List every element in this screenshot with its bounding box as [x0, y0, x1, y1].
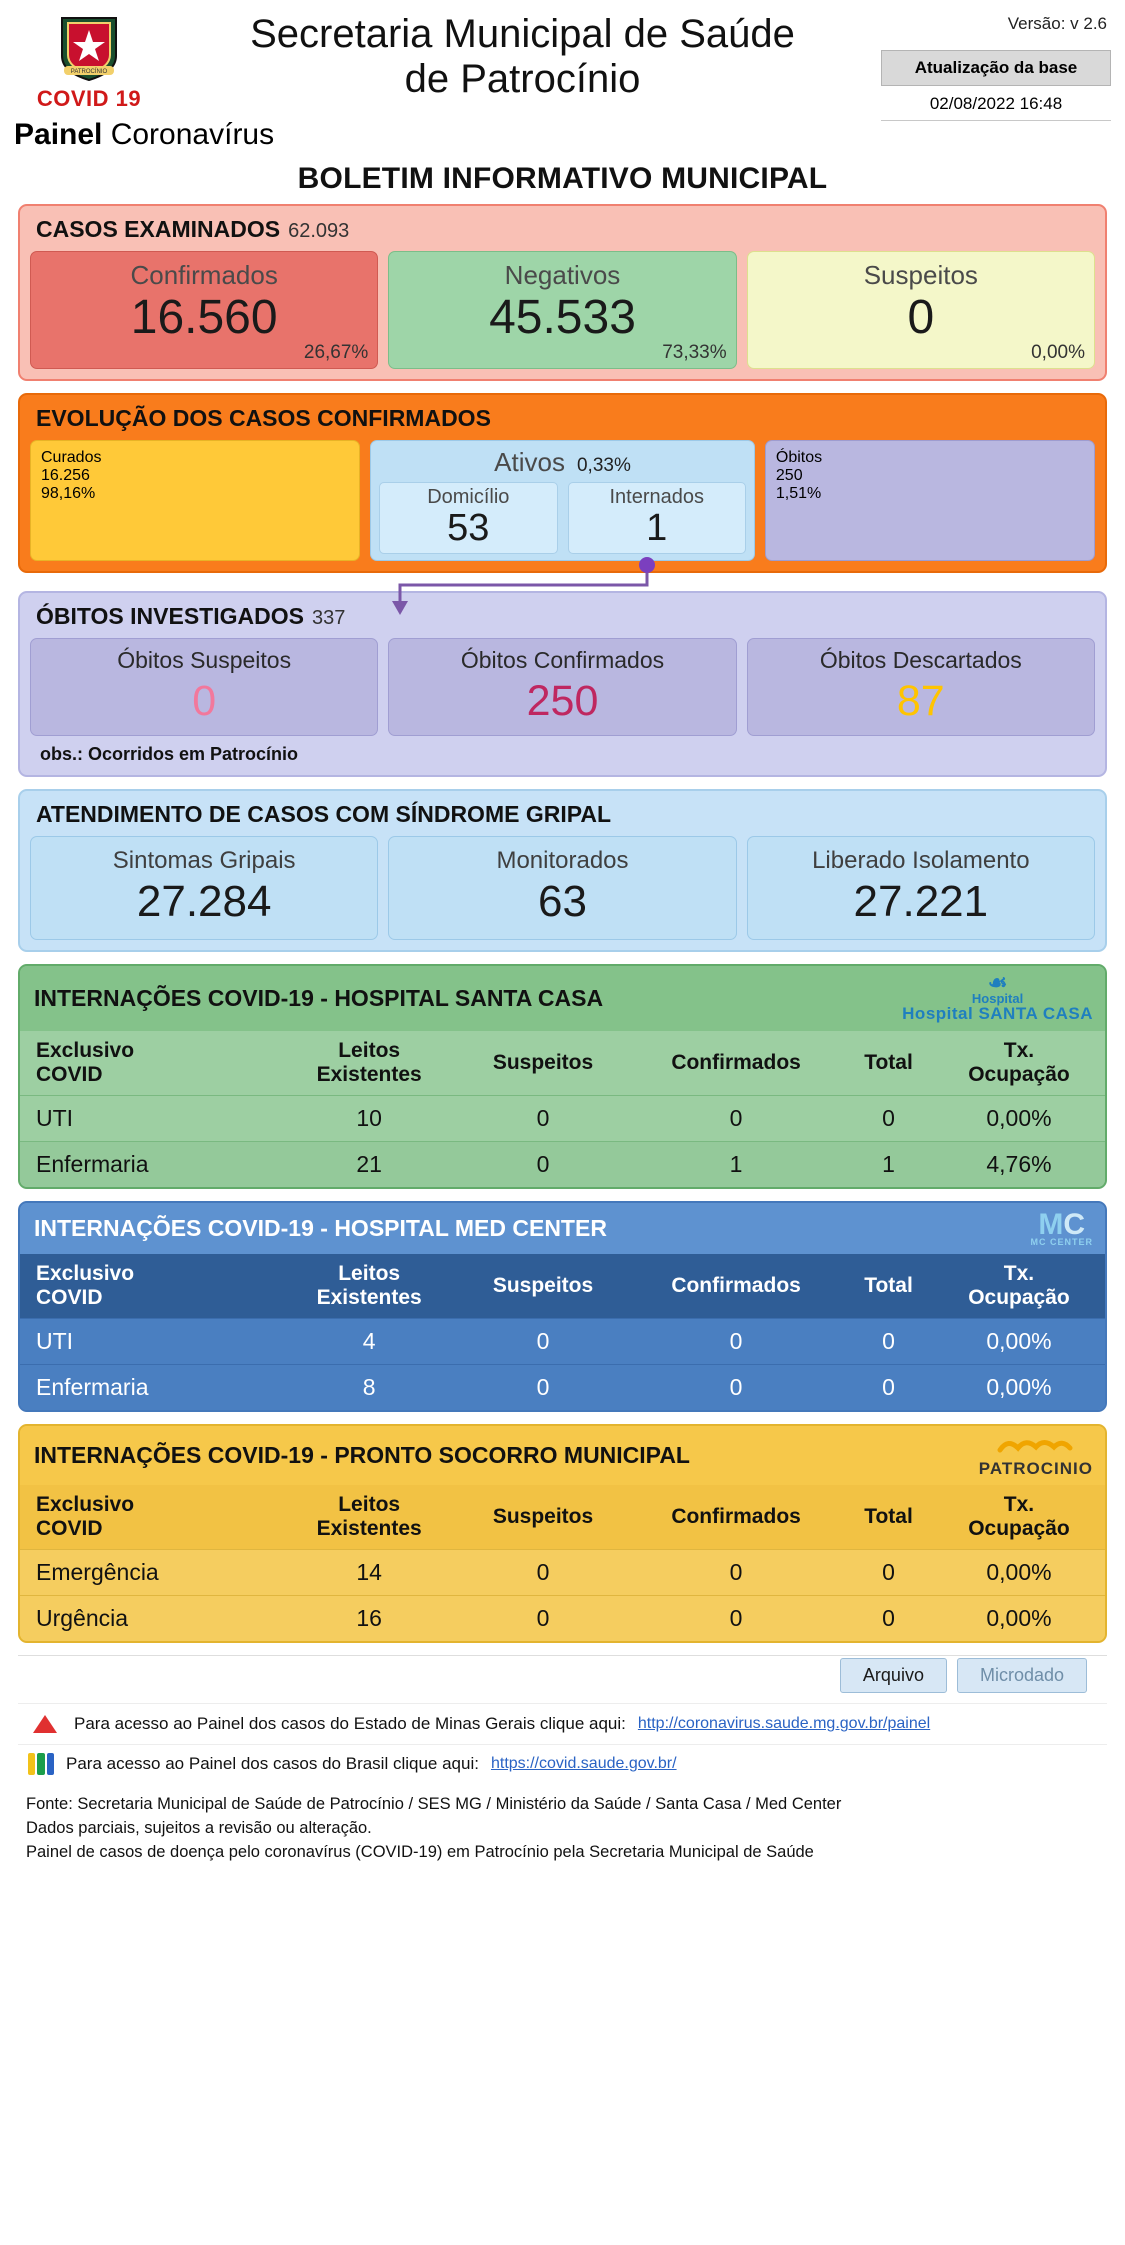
ativos-subcards	[379, 482, 746, 554]
hospital-table	[20, 1485, 1105, 1641]
boletim-heading: BOLETIM INFORMATIVO MUNICIPAL	[297, 162, 828, 195]
panel-title	[14, 118, 275, 152]
card-suspeitos	[747, 251, 1095, 369]
col-total: Total	[864, 1505, 913, 1529]
card-label: Óbitos Descartados	[819, 646, 1022, 673]
col-total: Total	[864, 1274, 913, 1298]
card-value: 0	[907, 291, 935, 344]
sindrome-gripal-cards	[30, 836, 1095, 940]
coat-of-arms-icon	[52, 10, 126, 84]
card-label: Sintomas Gripais	[112, 847, 296, 875]
card-value: 250	[526, 676, 599, 725]
cell-tipo: Urgência	[36, 1605, 129, 1632]
cell-leitos: 4	[362, 1328, 376, 1355]
footer-line-1: Fonte: Secretaria Municipal de Saúde de Patrocínio / SES MG / Ministério da Saúde / Santa Casa / Med Center	[26, 1795, 842, 1814]
hospital-header	[20, 966, 1105, 1031]
col-exclusivo-covid: Exclusivo COVID	[36, 1493, 135, 1541]
card-label: Suspeitos	[863, 260, 978, 290]
subcard-label: Domicílio	[427, 486, 510, 508]
card-confirmados	[30, 251, 378, 369]
col-exclusivo-covid: Exclusivo COVID	[36, 1039, 135, 1087]
brand-block	[14, 8, 275, 152]
cell-ocupacao: 0,00%	[986, 1105, 1052, 1132]
card-monitorados	[388, 836, 736, 940]
card-label: Curados	[41, 449, 102, 466]
subcard-domicilio	[379, 482, 557, 554]
santa-casa-logo-icon: ☙ Hospital Hospital SANTA CASA	[902, 970, 1093, 1024]
subcard-value: 1	[646, 507, 668, 549]
cell-ocupacao: 0,00%	[986, 1559, 1052, 1586]
card-label: Ativos	[494, 447, 565, 477]
section-obitos-investigados	[18, 591, 1107, 777]
subcard-value: 53	[447, 507, 490, 549]
table-row	[20, 1550, 1105, 1596]
cell-ocupacao: 0,00%	[986, 1328, 1052, 1355]
subcard-internados	[568, 482, 746, 554]
cell-tipo: Enfermaria	[36, 1374, 149, 1401]
cell-confirmados: 1	[729, 1151, 743, 1178]
cell-suspeitos: 0	[536, 1105, 550, 1132]
table-header-row	[20, 1254, 1105, 1319]
hospital-logo-text: PATROCINIO	[978, 1459, 1093, 1479]
cell-suspeitos: 0	[536, 1559, 550, 1586]
link-br-panel[interactable]: https://covid.saude.gov.br/	[490, 1755, 677, 1773]
footer-notes	[0, 1783, 1125, 1879]
card-obitos-suspeitos	[30, 638, 378, 736]
cell-confirmados: 0	[729, 1105, 743, 1132]
header-title-block	[164, 8, 881, 102]
action-buttons	[18, 1655, 1107, 1703]
card-label: Liberado Isolamento	[812, 847, 1030, 875]
table-header-row	[20, 1031, 1105, 1096]
cell-confirmados: 0	[729, 1605, 743, 1632]
link-text: Para acesso ao Painel dos casos do Brasil clique aqui:	[66, 1754, 479, 1774]
header-title-line1: Secretaria Municipal de Saúde	[250, 12, 795, 56]
brazil-gov-icon	[28, 1753, 54, 1775]
card-label: Óbitos Suspeitos	[117, 646, 292, 673]
hospital-title: INTERNAÇÕES COVID-19 - PRONTO SOCORRO MUNICIPAL	[34, 1442, 690, 1469]
card-pct: 1,51%	[775, 485, 822, 502]
col-leitos-existentes: Leitos Existentes	[316, 1039, 422, 1087]
minas-gerais-flag-icon	[28, 1712, 62, 1736]
link-text: Para acesso ao Painel dos casos do Estado de Minas Gerais clique aqui:	[74, 1714, 626, 1734]
cell-total: 0	[882, 1328, 895, 1355]
evolucao-cards	[30, 440, 1095, 561]
cell-leitos: 21	[356, 1151, 382, 1178]
svg-text:PATROCÍNIO: PATROCÍNIO	[70, 69, 108, 75]
header-title-line2: de Patrocínio	[404, 56, 641, 101]
panel-title-bold: Painel	[14, 118, 103, 151]
hospital-table	[20, 1031, 1105, 1187]
card-value: 87	[896, 676, 945, 725]
table-row	[20, 1319, 1105, 1365]
obitos-obs: obs.: Ocorridos em Patrocínio	[40, 744, 299, 765]
section-pronto-socorro	[18, 1424, 1107, 1643]
col-suspeitos: Suspeitos	[492, 1274, 594, 1298]
card-label: Monitorados	[496, 847, 629, 875]
cell-leitos: 8	[362, 1374, 376, 1401]
col-total: Total	[864, 1051, 913, 1075]
card-curados	[30, 440, 360, 561]
section-evolucao-casos	[18, 393, 1107, 573]
card-value: 16.560	[130, 291, 278, 344]
card-value: 250	[775, 467, 803, 484]
card-value: 27.284	[136, 877, 272, 927]
sindrome-gripal-title: ATENDIMENTO DE CASOS COM SÍNDROME GRIPAL	[36, 801, 612, 828]
section-hospital-santa-casa	[18, 964, 1107, 1189]
col-tx-ocupacao: Tx. Ocupação	[968, 1039, 1070, 1087]
ativos-header	[379, 447, 746, 478]
cell-total: 0	[882, 1605, 895, 1632]
evolucao-title: EVOLUÇÃO DOS CASOS CONFIRMADOS	[36, 405, 491, 431]
card-obitos	[765, 440, 1095, 561]
page-header	[0, 0, 1125, 152]
card-label: Óbitos	[775, 449, 823, 466]
version-label: Versão: v 2.6	[1007, 14, 1107, 33]
cell-total: 0	[882, 1559, 895, 1586]
cell-leitos: 10	[356, 1105, 382, 1132]
arquivo-button[interactable]: Arquivo	[840, 1658, 947, 1693]
med-center-logo-icon: MC MC CENTER	[1030, 1208, 1093, 1248]
cell-tipo: Enfermaria	[36, 1151, 149, 1178]
card-pct: 98,16%	[41, 485, 96, 502]
cell-suspeitos: 0	[536, 1328, 550, 1355]
casos-examinados-cards	[30, 251, 1095, 369]
card-sintomas-gripais	[30, 836, 378, 940]
link-mg-panel[interactable]: http://coronavirus.saude.mg.gov.br/painel	[637, 1715, 931, 1733]
cell-ocupacao: 0,00%	[986, 1605, 1052, 1632]
cell-tipo: UTI	[36, 1328, 74, 1355]
table-row	[20, 1096, 1105, 1142]
section-casos-examinados	[18, 204, 1107, 381]
cell-confirmados: 0	[729, 1328, 743, 1355]
card-obitos-descartados	[747, 638, 1095, 736]
cell-leitos: 16	[356, 1605, 382, 1632]
microdado-button[interactable]: Microdado	[957, 1658, 1087, 1693]
col-suspeitos: Suspeitos	[492, 1051, 594, 1075]
cell-ocupacao: 0,00%	[986, 1374, 1052, 1401]
cell-suspeitos: 0	[536, 1605, 550, 1632]
link-row-br	[18, 1744, 1107, 1783]
hospital-logo-text: MC CENTER	[1030, 1237, 1093, 1248]
card-value: 45.533	[489, 291, 636, 344]
card-liberado-isolamento	[747, 836, 1095, 940]
hospital-title: INTERNAÇÕES COVID-19 - HOSPITAL SANTA CASA	[34, 985, 604, 1012]
col-confirmados: Confirmados	[671, 1505, 801, 1529]
update-date: 02/08/2022 16:48	[881, 86, 1111, 121]
card-negativos	[388, 251, 736, 369]
update-base-label: Atualização da base	[881, 50, 1111, 86]
col-confirmados: Confirmados	[671, 1051, 801, 1075]
cell-total: 1	[882, 1151, 895, 1178]
header-meta-block	[881, 8, 1111, 121]
cell-tipo: UTI	[36, 1105, 74, 1132]
cell-ocupacao: 4,76%	[986, 1151, 1052, 1178]
cell-total: 0	[882, 1105, 895, 1132]
covid19-label: COVID 19	[36, 86, 142, 111]
hospital-header	[20, 1203, 1105, 1254]
card-pct: 0,33%	[576, 455, 631, 476]
footer-line-2: Dados parciais, sujeitos a revisão ou alteração.	[26, 1819, 372, 1838]
cell-confirmados: 0	[729, 1559, 743, 1586]
table-row	[20, 1596, 1105, 1642]
table-header-row	[20, 1485, 1105, 1550]
cell-suspeitos: 0	[536, 1374, 550, 1401]
card-value: 0	[192, 676, 217, 725]
casos-examinados-total: 62.093	[288, 220, 350, 242]
col-tx-ocupacao: Tx. Ocupação	[968, 1493, 1070, 1541]
section-hospital-med-center	[18, 1201, 1107, 1412]
hospital-header	[20, 1426, 1105, 1485]
col-leitos-existentes: Leitos Existentes	[316, 1262, 422, 1310]
card-obitos-confirmados	[388, 638, 736, 736]
col-exclusivo-covid: Exclusivo COVID	[36, 1262, 135, 1310]
card-value: 27.221	[853, 877, 989, 927]
cell-tipo: Emergência	[36, 1559, 159, 1586]
card-label: Negativos	[504, 260, 621, 290]
card-value: 16.256	[41, 467, 90, 484]
connector-arrow-icon	[280, 557, 780, 617]
obitos-investigados-total: 337	[311, 606, 346, 629]
subcard-label: Internados	[609, 486, 704, 508]
col-tx-ocupacao: Tx. Ocupação	[968, 1262, 1070, 1310]
casos-examinados-title: CASOS EXAMINADOS	[36, 216, 281, 242]
footer-line-3: Painel de casos de doença pelo coronavírus (COVID-19) em Patrocínio pela Secretaria Municipal de Saúde	[26, 1843, 814, 1862]
patrocinio-logo-icon	[979, 1434, 1093, 1477]
col-confirmados: Confirmados	[671, 1274, 801, 1298]
table-row	[20, 1142, 1105, 1188]
card-label: Confirmados	[130, 260, 278, 290]
card-ativos	[370, 440, 755, 561]
card-pct: 0,00%	[1031, 342, 1085, 363]
cell-leitos: 14	[356, 1559, 382, 1586]
obitos-cards	[30, 638, 1095, 736]
table-row	[20, 1365, 1105, 1411]
cell-suspeitos: 0	[536, 1151, 550, 1178]
panel-title-rest: Coronavírus	[102, 118, 275, 151]
cell-confirmados: 0	[729, 1374, 743, 1401]
card-label: Óbitos Confirmados	[460, 646, 665, 673]
card-value: 63	[538, 877, 587, 927]
cell-total: 0	[882, 1374, 895, 1401]
col-suspeitos: Suspeitos	[492, 1505, 594, 1529]
section-title	[30, 214, 1095, 251]
hospital-table	[20, 1254, 1105, 1410]
card-pct: 73,33%	[662, 342, 727, 363]
hospital-title: INTERNAÇÕES COVID-19 - HOSPITAL MED CENTER	[34, 1215, 607, 1242]
card-pct: 26,67%	[303, 342, 369, 363]
section-sindrome-gripal	[18, 789, 1107, 952]
col-leitos-existentes: Leitos Existentes	[316, 1493, 422, 1541]
hospital-logo-text: Hospital SANTA CASA	[902, 1004, 1093, 1024]
link-row-mg	[18, 1703, 1107, 1744]
obitos-investigados-title: ÓBITOS INVESTIGADOS	[36, 602, 304, 629]
